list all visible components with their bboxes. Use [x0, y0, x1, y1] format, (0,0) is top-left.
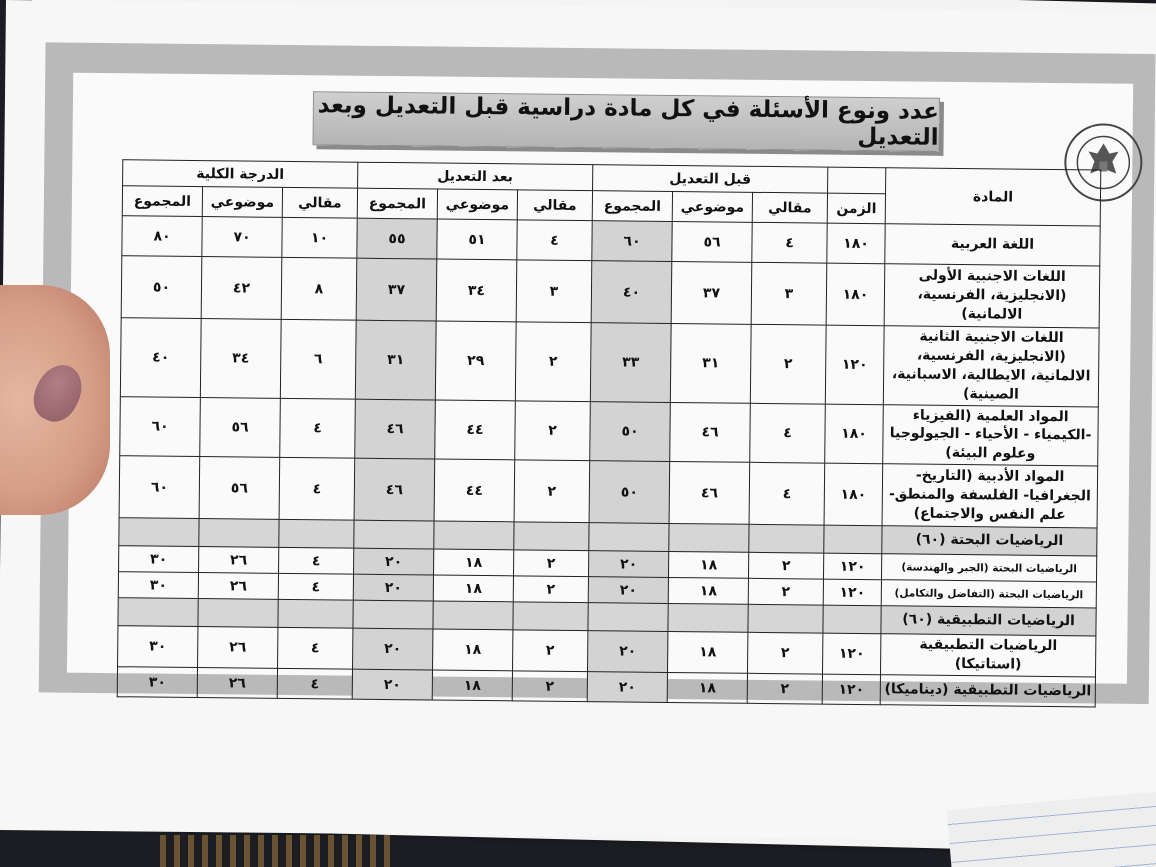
subject-cell: المواد الأدبية (التاريخ- الجغرافيا- الفلسفة والمنطق- علم النفس والاجتماع) — [882, 464, 1098, 528]
a-sum-cell: ٤٦ — [354, 458, 435, 521]
t-sum-cell: ٦٠ — [119, 456, 200, 519]
t-essay-cell: ١٠ — [282, 217, 357, 258]
time-cell: ١٨٠ — [827, 223, 885, 264]
b-sum-cell: ٤٠ — [591, 261, 672, 324]
b-sum-cell: ٣٣ — [590, 323, 671, 402]
b-sum-cell: ٢٠ — [587, 672, 667, 703]
document-inner — [67, 73, 1133, 700]
b-essay-cell: ٤ — [750, 403, 826, 463]
a-sum-cell: ٣١ — [355, 320, 436, 399]
a-sum-cell: ٢٠ — [352, 669, 432, 700]
subject-cell: الرياضيات التطبيقية (ديناميكا) — [880, 675, 1095, 707]
t-sum-cell: ٨٠ — [122, 216, 202, 257]
t-essay-cell: ٨ — [281, 257, 357, 320]
t-obj-cell: ٢٦ — [197, 668, 277, 699]
table-row — [119, 456, 1098, 528]
b-sum-cell: ٢٠ — [588, 551, 668, 578]
t-essay-cell: ٤ — [279, 458, 355, 521]
t-essay-cell: ٤ — [278, 574, 353, 601]
t-obj-cell: ٢٦ — [198, 627, 278, 669]
b-essay-cell: ٢ — [748, 633, 823, 675]
a-essay-cell: ٢ — [513, 630, 588, 672]
t-essay-cell: ٤ — [278, 628, 353, 670]
a-obj-cell: ١٨ — [432, 670, 512, 701]
b-obj-cell: ١٨ — [669, 552, 749, 579]
header-subject: المادة — [885, 168, 1101, 226]
title-banner — [312, 91, 940, 152]
chain-strap — [160, 835, 390, 867]
b-sum-cell: ٥٠ — [589, 461, 670, 524]
t-obj-cell: ٢٦ — [198, 573, 278, 600]
a-obj-cell: ٤٤ — [434, 459, 515, 522]
b-essay-cell: ٢ — [749, 553, 824, 580]
a-essay-cell: ٢ — [513, 550, 588, 577]
time-cell: ١٢٠ — [823, 633, 881, 674]
b-essay-cell: ٢ — [748, 579, 823, 606]
b-sum-cell: ٦٠ — [592, 221, 672, 262]
b-essay-cell: ٢ — [750, 324, 826, 403]
t-sum-cell: ٤٠ — [120, 318, 201, 397]
group-label-pure: الرياضيات البحتة (٦٠) — [882, 526, 1097, 556]
a-essay-cell: ٢ — [515, 400, 591, 460]
b-essay-cell: ٤ — [752, 222, 827, 263]
table-row — [121, 256, 1100, 328]
header-total-objective: موضوعي — [202, 187, 282, 218]
header-before-essay: مقالي — [752, 192, 827, 223]
header-total-essay: مقالي — [282, 187, 357, 218]
t-obj-cell: ٢٦ — [199, 547, 279, 574]
b-obj-cell: ٤٦ — [669, 462, 750, 525]
time-cell: ١٨٠ — [826, 263, 885, 326]
b-obj-cell: ٤٦ — [670, 402, 751, 463]
b-obj-cell: ٣٧ — [671, 261, 752, 324]
t-essay-cell: ٤ — [277, 668, 352, 699]
b-obj-cell: ١٨ — [668, 632, 748, 674]
b-sum-cell: ٥٠ — [590, 401, 671, 462]
subject-cell: اللغات الاجنبية الثانية (الانجليزية، الفرنسية، الالمانية، الايطالية، الاسبانية، الصينية) — [883, 326, 1099, 407]
t-obj-cell: ٣٤ — [200, 319, 281, 398]
subject-cell: اللغة العربية — [885, 224, 1100, 266]
t-essay-cell: ٦ — [280, 319, 356, 398]
t-sum-cell: ٣٠ — [118, 572, 198, 599]
header-after-essay: مقالي — [517, 190, 592, 221]
t-sum-cell: ٣٠ — [117, 667, 197, 698]
a-obj-cell: ١٨ — [433, 549, 513, 576]
time-cell: ١٢٠ — [825, 325, 884, 404]
time-cell: ١٢٠ — [822, 674, 880, 705]
subject-cell: الرياضيات البحتة (التفاضل والتكامل) — [881, 580, 1096, 608]
time-cell: ١٨٠ — [824, 463, 883, 526]
time-cell: ١٢٠ — [824, 553, 882, 580]
header-before-sum: المجموع — [592, 191, 672, 222]
a-sum-cell: ٢٠ — [353, 574, 433, 601]
b-sum-cell: ٢٠ — [587, 631, 667, 673]
a-essay-cell: ٢ — [515, 322, 591, 401]
subject-cell: الرياضيات البحتة (الجبر والهندسة) — [882, 554, 1097, 582]
header-before: قبل التعديل — [593, 165, 828, 193]
group-label-applied: الرياضيات التطبيقية (٦٠) — [881, 606, 1096, 636]
t-sum-cell: ٣٠ — [119, 546, 199, 573]
b-obj-cell: ١٨ — [668, 578, 748, 605]
b-obj-cell: ٣١ — [670, 323, 751, 402]
questions-table — [117, 159, 1102, 707]
b-obj-cell: ١٨ — [667, 672, 747, 703]
table-row — [120, 396, 1099, 466]
document-frame — [39, 42, 1156, 704]
a-essay-cell: ٢ — [512, 671, 587, 702]
header-after: بعد التعديل — [358, 162, 593, 190]
a-obj-cell: ٥١ — [437, 219, 517, 260]
a-essay-cell: ٣ — [516, 260, 592, 323]
t-obj-cell: ٧٠ — [202, 217, 282, 258]
t-obj-cell: ٤٢ — [201, 257, 282, 320]
time-cell: ١٨٠ — [825, 404, 884, 464]
time-cell: ١٢٠ — [823, 579, 881, 606]
a-essay-cell: ٢ — [514, 460, 590, 523]
a-sum-cell: ٤٦ — [355, 399, 436, 460]
a-essay-cell: ٤ — [517, 220, 592, 261]
a-obj-cell: ١٨ — [433, 575, 513, 602]
a-sum-cell: ٥٥ — [357, 218, 437, 259]
b-essay-cell: ٣ — [751, 262, 827, 325]
a-obj-cell: ٤٤ — [435, 400, 516, 461]
a-essay-cell: ٢ — [513, 576, 588, 603]
b-obj-cell: ٥٦ — [672, 221, 752, 262]
a-sum-cell: ٢٠ — [353, 628, 433, 670]
subject-cell: المواد العلمية (الفيزياء -الكيمياء - الأحياء - الجيولوجيا وعلوم البيئة) — [883, 404, 1099, 466]
t-obj-cell: ٥٦ — [200, 397, 281, 458]
a-obj-cell: ٢٩ — [435, 321, 516, 400]
header-total-grade: الدرجة الكلية — [123, 160, 358, 188]
a-sum-cell: ٣٧ — [356, 258, 437, 321]
header-time-blank — [828, 167, 886, 194]
a-obj-cell: ١٨ — [433, 629, 513, 671]
t-sum-cell: ٣٠ — [118, 626, 198, 668]
b-essay-cell: ٢ — [747, 673, 822, 704]
t-essay-cell: ٤ — [280, 398, 356, 458]
subject-cell: الرياضيات التطبيقية (استاتيكا) — [881, 634, 1096, 677]
a-obj-cell: ٣٤ — [436, 259, 517, 322]
b-sum-cell: ٢٠ — [588, 577, 668, 604]
t-essay-cell: ٤ — [279, 548, 354, 575]
b-essay-cell: ٤ — [749, 463, 825, 526]
table-row — [120, 318, 1099, 407]
header-total-sum: المجموع — [122, 186, 202, 217]
header-after-sum: المجموع — [357, 188, 437, 219]
main-rows — [119, 216, 1100, 528]
document-title: عدد ونوع الأسئلة في كل مادة دراسية قبل التعديل وبعد التعديل — [317, 92, 940, 151]
subject-cell: اللغات الاجنبية الأولى (الانجليزية، الفرنسية، الالمانية) — [884, 264, 1100, 328]
applied-math-rows — [117, 626, 1096, 707]
t-obj-cell: ٥٦ — [199, 457, 280, 520]
header-before-objective: موضوعي — [672, 191, 752, 222]
t-sum-cell: ٥٠ — [121, 256, 202, 319]
a-sum-cell: ٢٠ — [354, 548, 434, 575]
header-time: الزمن — [827, 193, 885, 224]
header-after-objective: موضوعي — [437, 189, 517, 220]
t-sum-cell: ٦٠ — [120, 396, 201, 457]
